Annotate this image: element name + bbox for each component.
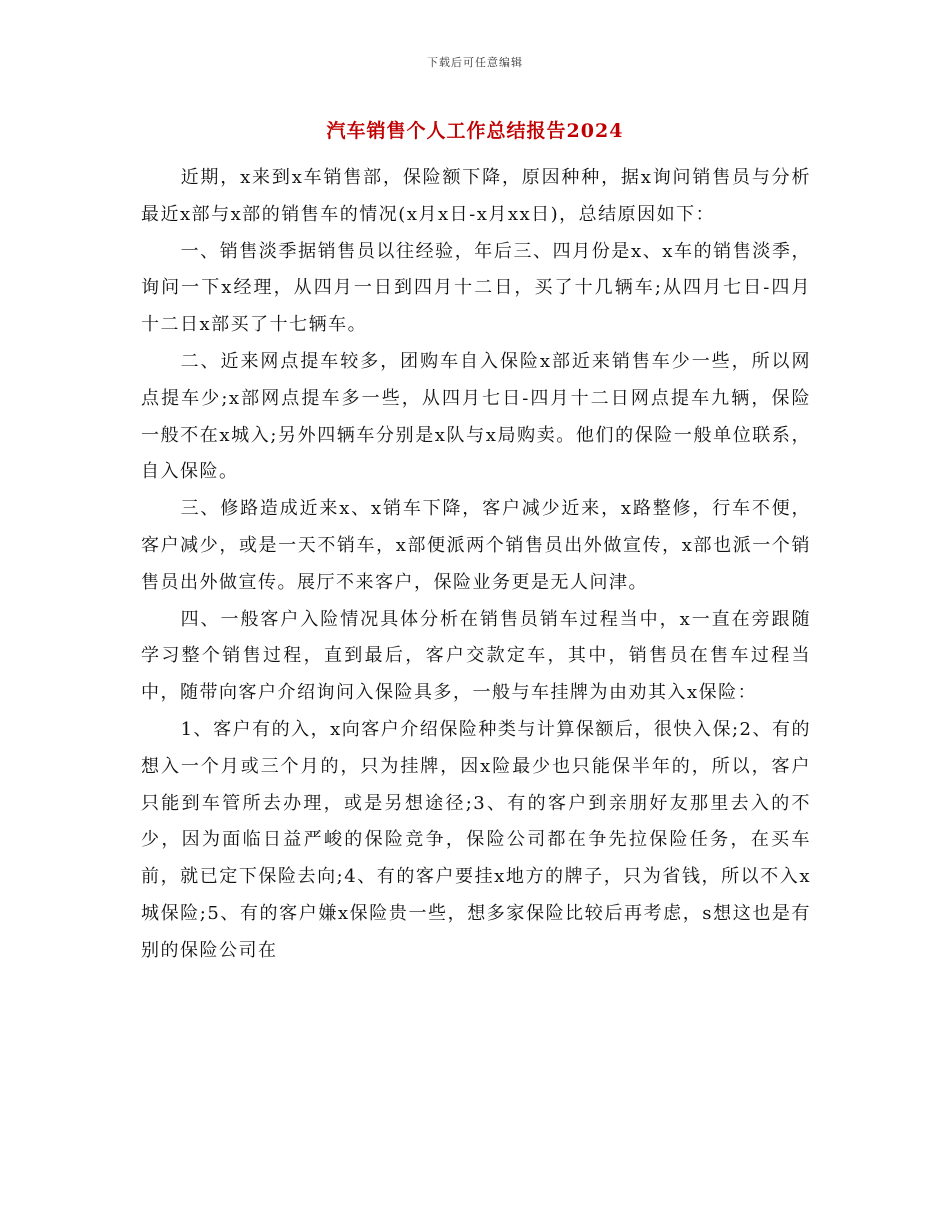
document-body xyxy=(141,160,811,970)
document-title: 汽车销售个人工作总结报告2024 xyxy=(326,120,624,142)
paragraph-subpoints: 1、客户有的入，x向客户介绍保险种类与计算保额后，很快入保;2、有的想入一个月或三个月的，只为挂牌，因x险最少也只能保半年的，所以，客户只能到车管所去办理，或是另想途径;3、有的客户到亲朋好友那里去入的不少，因为面临日益严峻的保险竞争，保险公司都在争先拉保险任务，在买车前，就已定下保险去向;4、有的客户要挂x地方的牌子，只为省钱，所以不入x城保险;5、有的客户嫌x保险贵一些，想多家保险比较后再考虑，s想这也是有别的保险公司在 xyxy=(141,718,811,961)
paragraph-point-3: 三、修路造成近来x、x销车下降，客户减少近来，x路整修，行车不便，客户减少，或是一天不销车，x部便派两个销售员出外做宣传，x部也派一个销售员出外做宣传。展厅不来客户，保险业务更是无人问津。 xyxy=(141,498,811,593)
paragraph-point-4: 四、一般客户入险情况具体分析在销售员销车过程当中，x一直在旁跟随学习整个销售过程，直到最后，客户交款定车，其中，销售员在售车过程当中，随带向客户介绍询问入保险具多，一般与车挂牌为由劝其入x保险： xyxy=(141,608,811,704)
header-note: 下载后可任意编辑 xyxy=(427,56,523,69)
paragraph-point-2: 二、近来网点提车较多，团购车自入保险x部近来销售车少一些，所以网点提车少;x部网点提车多一些，从四月七日-四月十二日网点提车九辆，保险一般不在x城入;另外四辆车分别是x队与x局购卖。他们的保险一般单位联系，自入保险。 xyxy=(141,350,811,483)
paragraph-point-1: 一、销售淡季据销售员以往经验，年后三、四月份是x、x车的销售淡季，询问一下x经理，从四月一日到四月十二日，买了十几辆车;从四月七日-四月十二日x部买了十七辆车。 xyxy=(141,240,811,336)
paragraph-intro: 近期，x来到x车销售部，保险额下降，原因种种，据x询问销售员与分析最近x部与x部的销售车的情况(x月x日-x月xx日)，总结原因如下： xyxy=(141,167,811,225)
